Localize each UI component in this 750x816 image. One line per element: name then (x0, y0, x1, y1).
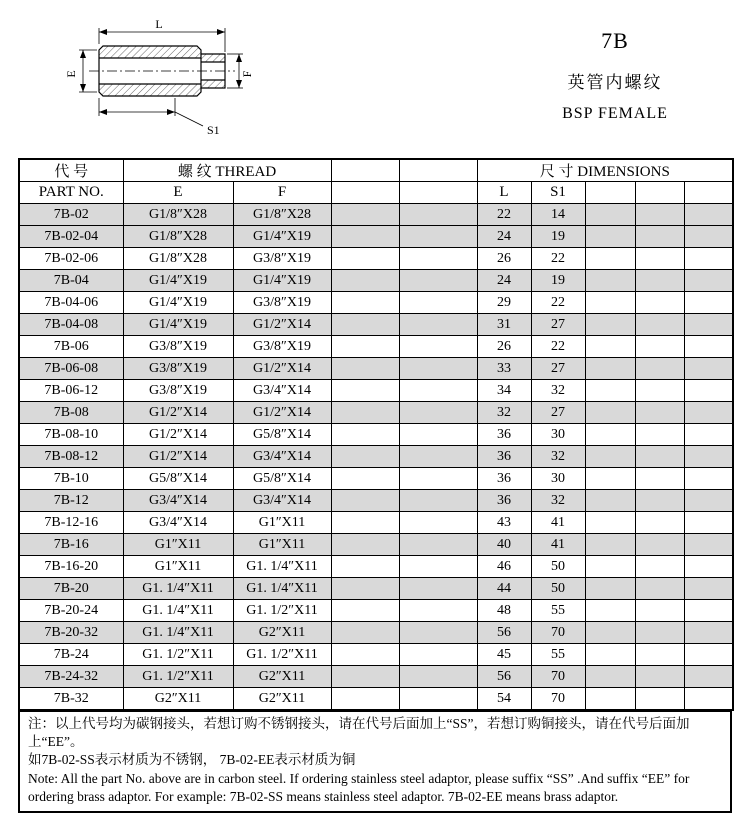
table-row (19, 666, 733, 688)
part-no-cell: 7B-02 (19, 204, 123, 226)
note-cn-1: 注：以上代号均为碳钢接头，若想订购不锈钢接头，请在代号后面加上“SS”，若想订购铜接头，请在代号后面加上“EE”。 (28, 716, 690, 750)
dim-l-cell: 45 (477, 644, 531, 666)
empty-cell (684, 248, 733, 270)
header-empty (635, 182, 684, 204)
empty-cell (585, 556, 635, 578)
dim-label-f: F (240, 70, 254, 78)
table-row (19, 688, 733, 711)
thread-f-cell: G3/4″X14 (233, 380, 331, 402)
part-no-cell: 7B-02-06 (19, 248, 123, 270)
empty-cell (331, 226, 399, 248)
thread-f-cell: G3/8″X19 (233, 336, 331, 358)
part-no-cell: 7B-06-08 (19, 358, 123, 380)
table-row (19, 446, 733, 468)
empty-cell (635, 292, 684, 314)
empty-cell (635, 402, 684, 424)
table-row (19, 248, 733, 270)
thread-e-cell: G3/8″X19 (123, 380, 233, 402)
dim-s1-cell: 55 (531, 600, 585, 622)
thread-f-cell: G1. 1/2″X11 (233, 600, 331, 622)
empty-cell (399, 644, 477, 666)
dim-l-cell: 24 (477, 226, 531, 248)
dim-label-e: E (64, 70, 78, 78)
empty-cell (585, 622, 635, 644)
empty-cell (331, 600, 399, 622)
empty-cell (585, 446, 635, 468)
empty-cell (635, 622, 684, 644)
part-no-cell: 7B-06 (19, 336, 123, 358)
empty-cell (331, 468, 399, 490)
empty-cell (331, 336, 399, 358)
empty-cell (684, 490, 733, 512)
empty-cell (399, 248, 477, 270)
thread-f-cell: G1″X11 (233, 512, 331, 534)
empty-cell (684, 556, 733, 578)
table-row (19, 468, 733, 490)
dim-s1-cell: 14 (531, 204, 585, 226)
dim-s1-cell: 27 (531, 358, 585, 380)
thread-e-cell: G2″X11 (123, 688, 233, 711)
thread-e-cell: G1/8″X28 (123, 248, 233, 270)
dim-s1-cell: 70 (531, 688, 585, 711)
empty-cell (684, 292, 733, 314)
empty-cell (331, 556, 399, 578)
empty-cell (684, 402, 733, 424)
empty-cell (585, 600, 635, 622)
empty-cell (399, 270, 477, 292)
empty-cell (331, 402, 399, 424)
dim-l-cell: 32 (477, 402, 531, 424)
dim-s1-cell: 22 (531, 248, 585, 270)
part-no-cell: 7B-06-12 (19, 380, 123, 402)
empty-cell (635, 358, 684, 380)
empty-cell (331, 204, 399, 226)
empty-cell (331, 292, 399, 314)
dim-s1-cell: 70 (531, 666, 585, 688)
empty-cell (399, 402, 477, 424)
thread-e-cell: G1″X11 (123, 534, 233, 556)
empty-cell (399, 204, 477, 226)
part-no-cell: 7B-20-32 (19, 622, 123, 644)
header-empty (331, 159, 399, 182)
thread-e-cell: G1/8″X28 (123, 226, 233, 248)
dim-s1-cell: 50 (531, 556, 585, 578)
thread-e-cell: G1. 1/4″X11 (123, 578, 233, 600)
thread-f-cell: G3/8″X19 (233, 292, 331, 314)
empty-cell (684, 270, 733, 292)
header-row-2 (19, 182, 733, 204)
empty-cell (331, 358, 399, 380)
dim-s1-cell: 70 (531, 622, 585, 644)
empty-cell (684, 578, 733, 600)
table-row (19, 556, 733, 578)
note-en: Note: All the part No. above are in carbon steel. If ordering stainless steel adaptor, please suffix “SS” .And suffix “EE” for ordering brass adaptor. For example: 7B-02-SS means stainless steel adaptor. 7B-02-EE means brass adaptor. (28, 770, 690, 804)
dim-l-cell: 36 (477, 468, 531, 490)
empty-cell (635, 578, 684, 600)
thread-e-cell: G3/8″X19 (123, 336, 233, 358)
table-row (19, 424, 733, 446)
empty-cell (684, 512, 733, 534)
empty-cell (585, 380, 635, 402)
thread-f-cell: G1/8″X28 (233, 204, 331, 226)
series-code: 7B (601, 28, 629, 53)
header-col-s1: S1 (531, 182, 585, 204)
empty-cell (635, 600, 684, 622)
thread-e-cell: G1. 1/2″X11 (123, 666, 233, 688)
dim-l-cell: 36 (477, 490, 531, 512)
dim-l-cell: 43 (477, 512, 531, 534)
thread-e-cell: G1/2″X14 (123, 446, 233, 468)
thread-e-cell: G3/4″X14 (123, 490, 233, 512)
empty-cell (684, 622, 733, 644)
dim-s1-cell: 19 (531, 270, 585, 292)
empty-cell (399, 666, 477, 688)
part-no-cell: 7B-20-24 (19, 600, 123, 622)
empty-cell (635, 468, 684, 490)
empty-cell (635, 512, 684, 534)
table-row (19, 534, 733, 556)
table-row (19, 358, 733, 380)
header-empty (399, 182, 477, 204)
table-row (19, 402, 733, 424)
dim-s1-cell: 30 (531, 424, 585, 446)
table-row (19, 578, 733, 600)
empty-cell (684, 644, 733, 666)
thread-f-cell: G1. 1/2″X11 (233, 644, 331, 666)
thread-e-cell: G3/8″X19 (123, 358, 233, 380)
spec-table-wrapper (18, 158, 732, 711)
empty-cell (331, 446, 399, 468)
header-row-1 (19, 159, 733, 182)
part-no-cell: 7B-08 (19, 402, 123, 424)
table-row (19, 270, 733, 292)
dim-s1-cell: 19 (531, 226, 585, 248)
dim-l-cell: 22 (477, 204, 531, 226)
part-no-cell: 7B-32 (19, 688, 123, 711)
dim-s1-cell: 41 (531, 512, 585, 534)
empty-cell (585, 490, 635, 512)
dim-l-cell: 36 (477, 424, 531, 446)
thread-f-cell: G1/4″X19 (233, 270, 331, 292)
dim-s1-cell: 27 (531, 402, 585, 424)
dim-l-cell: 24 (477, 270, 531, 292)
empty-cell (331, 512, 399, 534)
header-empty (331, 182, 399, 204)
thread-f-cell: G1″X11 (233, 534, 331, 556)
dim-s1-cell: 32 (531, 380, 585, 402)
thread-e-cell: G1. 1/4″X11 (123, 600, 233, 622)
table-row (19, 490, 733, 512)
empty-cell (684, 446, 733, 468)
dim-l-cell: 44 (477, 578, 531, 600)
thread-f-cell: G3/4″X14 (233, 446, 331, 468)
empty-cell (635, 490, 684, 512)
table-row (19, 204, 733, 226)
empty-cell (585, 578, 635, 600)
header-empty (585, 182, 635, 204)
thread-f-cell: G2″X11 (233, 666, 331, 688)
empty-cell (585, 226, 635, 248)
thread-f-cell: G5/8″X14 (233, 424, 331, 446)
part-no-cell: 7B-02-04 (19, 226, 123, 248)
header-col-f: F (233, 182, 331, 204)
dim-s1-cell: 32 (531, 446, 585, 468)
thread-e-cell: G1/4″X19 (123, 314, 233, 336)
thread-e-cell: G1/4″X19 (123, 270, 233, 292)
header-col-e: E (123, 182, 233, 204)
part-no-cell: 7B-08-12 (19, 446, 123, 468)
empty-cell (585, 336, 635, 358)
dim-s1-cell: 50 (531, 578, 585, 600)
dim-l-cell: 26 (477, 336, 531, 358)
header-empty (399, 159, 477, 182)
empty-cell (331, 534, 399, 556)
empty-cell (635, 556, 684, 578)
part-no-cell: 7B-24-32 (19, 666, 123, 688)
empty-cell (331, 578, 399, 600)
dim-l-cell: 56 (477, 622, 531, 644)
empty-cell (684, 534, 733, 556)
empty-cell (585, 644, 635, 666)
empty-cell (635, 248, 684, 270)
title-chinese: 英管内螺纹 (567, 73, 663, 92)
empty-cell (399, 446, 477, 468)
empty-cell (585, 666, 635, 688)
thread-f-cell: G1/2″X14 (233, 314, 331, 336)
empty-cell (399, 424, 477, 446)
thread-f-cell: G2″X11 (233, 622, 331, 644)
empty-cell (399, 556, 477, 578)
thread-e-cell: G1″X11 (123, 556, 233, 578)
empty-cell (585, 204, 635, 226)
dim-l-cell: 31 (477, 314, 531, 336)
empty-cell (635, 314, 684, 336)
part-no-cell: 7B-04-06 (19, 292, 123, 314)
part-no-cell: 7B-08-10 (19, 424, 123, 446)
empty-cell (399, 336, 477, 358)
fitting-section-drawing (55, 14, 270, 156)
part-no-cell: 7B-16-20 (19, 556, 123, 578)
thread-f-cell: G1/2″X14 (233, 358, 331, 380)
dim-l-cell: 54 (477, 688, 531, 711)
part-no-cell: 7B-16 (19, 534, 123, 556)
empty-cell (684, 468, 733, 490)
title-english: BSP FEMALE (562, 105, 668, 122)
dim-l-cell: 56 (477, 666, 531, 688)
thread-e-cell: G1/4″X19 (123, 292, 233, 314)
empty-cell (585, 688, 635, 711)
empty-cell (585, 270, 635, 292)
dim-line-s1 (99, 98, 203, 126)
dim-s1-cell: 32 (531, 490, 585, 512)
spec-table (18, 158, 734, 711)
empty-cell (635, 688, 684, 711)
empty-cell (635, 204, 684, 226)
empty-cell (585, 248, 635, 270)
dim-label-s1: S1 (207, 123, 220, 137)
dim-l-cell: 33 (477, 358, 531, 380)
empty-cell (331, 248, 399, 270)
note-cn-2: 如7B-02-SS表示材质为不锈钢， 7B-02-EE表示材质为铜 (28, 752, 356, 768)
thread-e-cell: G1. 1/2″X11 (123, 644, 233, 666)
table-row (19, 512, 733, 534)
empty-cell (635, 644, 684, 666)
empty-cell (684, 666, 733, 688)
table-row (19, 226, 733, 248)
empty-cell (585, 534, 635, 556)
empty-cell (331, 380, 399, 402)
empty-cell (399, 292, 477, 314)
empty-cell (684, 314, 733, 336)
thread-f-cell: G2″X11 (233, 688, 331, 711)
part-no-cell: 7B-12 (19, 490, 123, 512)
header-part-en: PART NO. (19, 182, 123, 204)
dim-s1-cell: 41 (531, 534, 585, 556)
empty-cell (635, 534, 684, 556)
empty-cell (585, 402, 635, 424)
dim-l-cell: 34 (477, 380, 531, 402)
thread-f-cell: G1/2″X14 (233, 402, 331, 424)
empty-cell (331, 622, 399, 644)
empty-cell (635, 666, 684, 688)
dim-l-cell: 36 (477, 446, 531, 468)
empty-cell (684, 600, 733, 622)
empty-cell (399, 358, 477, 380)
empty-cell (331, 688, 399, 711)
part-no-cell: 7B-10 (19, 468, 123, 490)
empty-cell (399, 688, 477, 711)
empty-cell (684, 336, 733, 358)
thread-f-cell: G1. 1/4″X11 (233, 556, 331, 578)
part-no-cell: 7B-20 (19, 578, 123, 600)
dim-l-cell: 26 (477, 248, 531, 270)
dim-label-l: L (155, 17, 163, 31)
header-dimensions: 尺 寸 DIMENSIONS (477, 159, 733, 182)
page-header (0, 0, 750, 158)
dim-s1-cell: 22 (531, 292, 585, 314)
thread-f-cell: G1. 1/4″X11 (233, 578, 331, 600)
dim-s1-cell: 55 (531, 644, 585, 666)
thread-f-cell: G3/4″X14 (233, 490, 331, 512)
title-block (520, 28, 710, 123)
empty-cell (585, 292, 635, 314)
thread-f-cell: G3/8″X19 (233, 248, 331, 270)
dim-l-cell: 29 (477, 292, 531, 314)
empty-cell (331, 490, 399, 512)
empty-cell (635, 270, 684, 292)
part-no-cell: 7B-24 (19, 644, 123, 666)
empty-cell (635, 226, 684, 248)
notes-block (18, 710, 732, 813)
table-row (19, 292, 733, 314)
table-row (19, 336, 733, 358)
empty-cell (331, 666, 399, 688)
table-row (19, 314, 733, 336)
dim-s1-cell: 22 (531, 336, 585, 358)
thread-f-cell: G1/4″X19 (233, 226, 331, 248)
empty-cell (331, 270, 399, 292)
empty-cell (684, 380, 733, 402)
empty-cell (399, 600, 477, 622)
part-no-cell: 7B-12-16 (19, 512, 123, 534)
empty-cell (585, 512, 635, 534)
header-col-l: L (477, 182, 531, 204)
thread-e-cell: G1/8″X28 (123, 204, 233, 226)
empty-cell (585, 358, 635, 380)
empty-cell (331, 644, 399, 666)
thread-e-cell: G3/4″X14 (123, 512, 233, 534)
dim-l-cell: 46 (477, 556, 531, 578)
table-row (19, 600, 733, 622)
empty-cell (331, 424, 399, 446)
empty-cell (635, 336, 684, 358)
dim-l-cell: 40 (477, 534, 531, 556)
empty-cell (399, 380, 477, 402)
empty-cell (684, 226, 733, 248)
empty-cell (399, 490, 477, 512)
empty-cell (399, 622, 477, 644)
dim-s1-cell: 30 (531, 468, 585, 490)
empty-cell (331, 314, 399, 336)
table-row (19, 380, 733, 402)
thread-e-cell: G1/2″X14 (123, 424, 233, 446)
empty-cell (684, 424, 733, 446)
dim-l-cell: 48 (477, 600, 531, 622)
thread-e-cell: G1. 1/4″X11 (123, 622, 233, 644)
empty-cell (585, 314, 635, 336)
empty-cell (635, 380, 684, 402)
part-no-cell: 7B-04 (19, 270, 123, 292)
table-row (19, 644, 733, 666)
empty-cell (399, 468, 477, 490)
dim-s1-cell: 27 (531, 314, 585, 336)
empty-cell (684, 688, 733, 711)
part-no-cell: 7B-04-08 (19, 314, 123, 336)
thread-e-cell: G5/8″X14 (123, 468, 233, 490)
header-thread: 螺 纹 THREAD (123, 159, 331, 182)
empty-cell (635, 424, 684, 446)
header-empty (684, 182, 733, 204)
empty-cell (399, 578, 477, 600)
empty-cell (399, 314, 477, 336)
thread-f-cell: G5/8″X14 (233, 468, 331, 490)
empty-cell (399, 534, 477, 556)
empty-cell (684, 358, 733, 380)
table-row (19, 622, 733, 644)
empty-cell (585, 424, 635, 446)
empty-cell (684, 204, 733, 226)
empty-cell (585, 468, 635, 490)
empty-cell (635, 446, 684, 468)
header-part-cn: 代 号 (19, 159, 123, 182)
thread-e-cell: G1/2″X14 (123, 402, 233, 424)
empty-cell (399, 226, 477, 248)
empty-cell (399, 512, 477, 534)
